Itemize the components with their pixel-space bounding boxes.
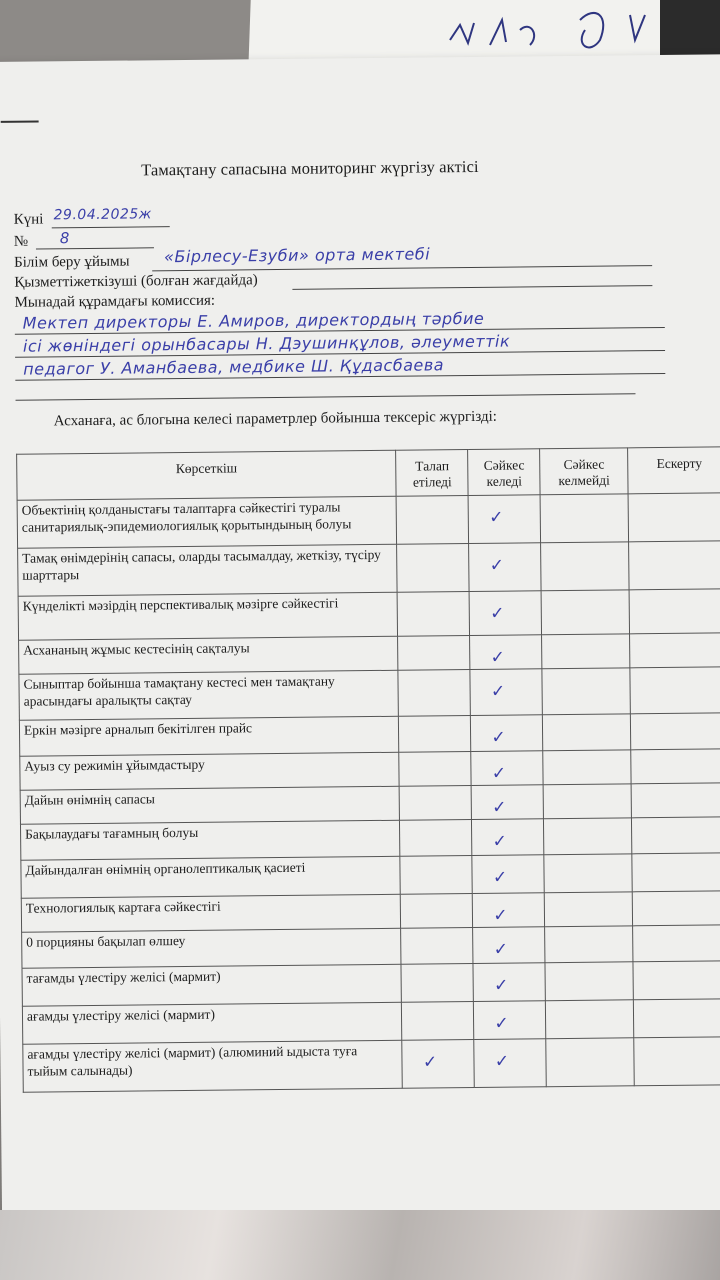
row-indicator: Тамақ өнімдерінің сапасы, оларды тасымалдау, жеткізу, түсіру шарттары xyxy=(18,544,398,596)
row-required xyxy=(400,855,472,894)
row-compliant xyxy=(473,927,545,964)
check-mark: ✓ xyxy=(492,831,507,852)
table-row xyxy=(23,1037,720,1092)
row-compliant xyxy=(473,893,545,928)
header-noncompliant: Сәйкес келмейді xyxy=(540,448,628,495)
row-required xyxy=(402,1001,474,1040)
row-required xyxy=(399,751,471,786)
row-note xyxy=(633,999,720,1038)
date-label: Күні xyxy=(13,211,44,228)
org-label: Білім беру ұйымы xyxy=(14,253,130,271)
table-header-row xyxy=(17,447,720,500)
check-mark: ✓ xyxy=(492,867,508,888)
row-note xyxy=(633,961,720,1000)
table-row xyxy=(17,493,720,548)
row-required xyxy=(398,670,470,717)
row-required xyxy=(401,893,473,928)
background-object xyxy=(660,0,720,60)
row-noncompliant xyxy=(543,750,631,785)
row-noncompliant xyxy=(542,634,630,669)
row-compliant xyxy=(474,1001,546,1040)
row-compliant xyxy=(472,855,544,894)
row-indicator: Объектінің қолданыстағы талаптарға сәйкестігі туралы санитариялық-эпидемиологиялық қорытындының болуы xyxy=(17,496,397,548)
row-note xyxy=(630,633,720,668)
header-compliant: Сәйкес келеді xyxy=(468,449,540,496)
row-required xyxy=(400,785,472,820)
check-mark: ✓ xyxy=(493,905,508,926)
row-indicator: Бақылаудағы тағамның болуы xyxy=(20,820,400,860)
row-required xyxy=(400,819,472,856)
check-mark: ✓ xyxy=(491,727,506,748)
row-indicator: Сыныптар бойынша тамақтану кестесі мен тамақтану арасындағы аралықты сақтау xyxy=(19,670,399,720)
inspection-table xyxy=(16,446,720,1092)
row-compliant xyxy=(470,635,542,670)
check-mark: ✓ xyxy=(492,797,507,818)
row-required xyxy=(398,636,470,671)
row-noncompliant xyxy=(544,854,632,893)
org-value: «Бірлесу-Езуби» орта мектебі xyxy=(163,244,431,267)
row-noncompliant xyxy=(540,494,628,543)
row-note xyxy=(632,853,720,892)
row-required xyxy=(402,1039,474,1088)
row-indicator: ағамды үлестіру желісі (мармит) xyxy=(22,1002,402,1044)
background-cloth xyxy=(0,1210,720,1280)
row-note xyxy=(630,667,720,714)
check-mark: ✓ xyxy=(489,507,504,528)
number-label: № xyxy=(13,233,29,250)
row-noncompliant xyxy=(543,784,631,819)
row-noncompliant xyxy=(541,590,629,635)
row-compliant xyxy=(469,591,541,636)
row-indicator: Технологиялық картаға сәйкестігі xyxy=(21,894,401,932)
row-note xyxy=(629,589,720,634)
row-required xyxy=(397,544,469,593)
row-indicator: тағамды үлестіру желісі (мармит) xyxy=(22,964,402,1006)
row-noncompliant xyxy=(544,818,632,855)
row-indicator: Күнделікті мәзірдің перспективалық мәзірге сәйкестігі xyxy=(18,592,398,640)
row-note xyxy=(634,1037,720,1086)
check-mark: ✓ xyxy=(493,939,509,960)
row-noncompliant xyxy=(545,962,633,1001)
row-note xyxy=(633,925,720,962)
header-indicator: Көрсеткіш xyxy=(17,450,397,500)
check-mark: ✓ xyxy=(489,555,505,576)
row-note xyxy=(628,493,720,542)
row-note xyxy=(631,783,720,818)
row-required xyxy=(401,963,473,1002)
row-compliant xyxy=(468,495,540,544)
row-note xyxy=(631,749,720,784)
commission-line-3: педагог У. Аманбаева, медбике Ш. Құдасбаева xyxy=(23,355,445,379)
check-mark: ✓ xyxy=(490,603,505,624)
check-mark: ✓ xyxy=(493,975,509,996)
table-row xyxy=(19,667,720,720)
check-mark: ✓ xyxy=(490,647,505,668)
row-compliant xyxy=(472,819,544,856)
row-required xyxy=(396,496,468,545)
row-indicator: 0 порцияны бақылап өлшеу xyxy=(22,928,402,968)
check-mark: ✓ xyxy=(422,1052,438,1073)
row-required xyxy=(401,927,473,964)
row-indicator: Дайын өнімнің сапасы xyxy=(20,786,400,824)
row-indicator: ағамды үлестіру желісі (мармит) (алюминий ыдыста туға тыйым салынады) xyxy=(23,1040,403,1092)
row-compliant xyxy=(471,715,543,752)
header-required: Талап етіледі xyxy=(396,450,468,497)
check-mark: ✓ xyxy=(494,1013,509,1034)
row-indicator: Еркін мәзірге арналып бекітілген прайс xyxy=(19,716,399,756)
commission-label: Мынадай құрамдағы комиссия: xyxy=(14,292,216,311)
commission-line-2: ісі жөніндегі орынбасары Н. Дэушинқұлов, әлеуметтік xyxy=(22,331,511,356)
row-compliant xyxy=(473,963,545,1002)
row-note xyxy=(630,713,720,750)
row-noncompliant xyxy=(545,892,633,927)
row-indicator: Ауыз су режимін ұйымдастыру xyxy=(20,752,400,790)
row-note xyxy=(632,817,720,854)
row-compliant xyxy=(470,669,542,716)
row-compliant xyxy=(471,751,543,786)
number-value: 8 xyxy=(59,229,70,248)
date-value: 29.04.2025ж xyxy=(53,206,152,224)
row-indicator: Асхананың жұмыс кестесінің сақталуы xyxy=(19,636,399,674)
row-note xyxy=(629,541,720,590)
row-required xyxy=(399,716,471,753)
row-note xyxy=(632,891,720,926)
row-noncompliant xyxy=(542,668,630,715)
row-compliant xyxy=(474,1039,546,1088)
row-noncompliant xyxy=(545,926,633,963)
row-indicator: Дайындалған өнімнің органолептикалық қасиеті xyxy=(21,856,401,898)
row-required xyxy=(397,592,469,637)
intro-text: Асханаға, ас блогына келесі параметрлер бойынша тексеріс жүргізді: xyxy=(53,408,497,430)
table-row xyxy=(18,541,720,596)
check-mark: ✓ xyxy=(494,1051,510,1072)
row-noncompliant xyxy=(541,542,629,591)
document-sheet xyxy=(0,54,720,1232)
table-row xyxy=(18,589,720,640)
check-mark: ✓ xyxy=(491,763,507,784)
row-compliant xyxy=(469,543,541,592)
commission-line-1: Мектеп директоры Е. Амиров, директордың тәрбие xyxy=(22,308,485,333)
document-title: Тамақтану сапасына мониторинг жүргізу актісі xyxy=(141,156,479,180)
pencil-mark xyxy=(1,119,41,123)
provider-label: Қызметтіжеткізуші (болған жағдайда) xyxy=(14,272,258,291)
row-compliant xyxy=(471,785,543,820)
header-note: Ескерту xyxy=(628,447,720,494)
row-noncompliant xyxy=(543,714,631,751)
row-noncompliant xyxy=(546,1038,634,1087)
row-noncompliant xyxy=(546,1000,634,1039)
check-mark: ✓ xyxy=(490,681,506,702)
